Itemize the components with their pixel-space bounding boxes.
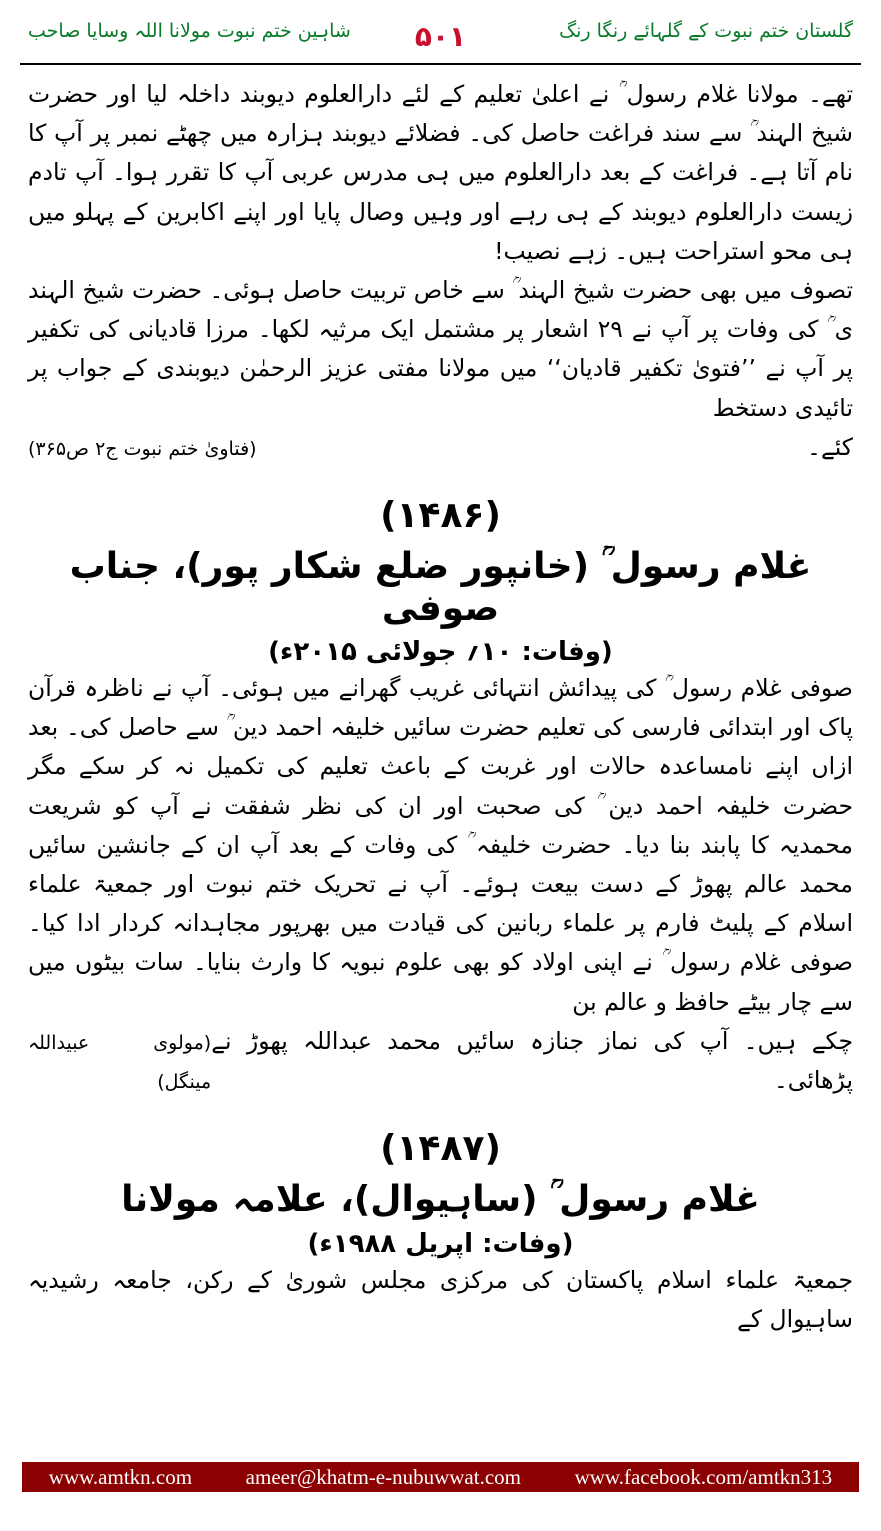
header-divider bbox=[20, 63, 861, 65]
section-2-death-date: (وفات: اپریل ۱۹۸۸ء) bbox=[307, 1229, 574, 1260]
section-1-body-last-line: چکے ہیں۔ آپ کی نماز جنازہ سائیں محمد عبداللہ پھوڑ نے پڑھائی۔ bbox=[211, 1026, 853, 1095]
section-1-body-end bbox=[28, 1022, 853, 1102]
section-1-body: صوفی غلام رسول ؒ کی پیدائش انتہائی غریب گھرانے میں ہوئی۔ آپ نے ناظرہ قرآن پاک اور ابتدائی فارسی کی تعلیم حضرت سائیں خلیفہ احمد دین ؒ سے حاصل کی۔ بعد ازاں اپنے نامساعدہ حالات اور غربت کے باعث تعلیم کی تکمیل نہ کر سکے مگر حضرت خلیفہ احمد دین ؒ کی صحبت اور ان کی نظر شفقت نے آپ کو شریعت محمدیہ کا پابند بنا دیا۔ حضرت خلیفہ ؒ کی وفات کے بعد آپ ان کے جانشین سائیں محمد عالم پھوڑ کے دست بیعت ہوئے۔ آپ نے تحریک ختم نبوت اور جمعیۃ علماء اسلام کے پلیٹ فارم پر علماء ربانین کی قیادت میں بھرپور مجاہدانہ کردار ادا کیا۔ صوفی غلام رسول ؒ نے اپنی اولاد کو بھی علوم نبویہ کا وارث بنایا۔ سات بیٹوں میں سے چار بیٹے حافظ و عالم بن bbox=[28, 674, 853, 1016]
intro-paragraph-1: تھے۔ مولانا غلام رسول ؒ نے اعلیٰ تعلیم کے لئے دارالعلوم دیوبند داخلہ لیا اور حضرت شیخ الہند ؒ سے سند فراغت حاصل کی۔ فضلائے دیوبند ہزارہ میں چھٹے نمبر پر آپ کا نام آتا ہے۔ فراغت کے بعد دارالعلوم میں ہی مدرس عربی آپ کا تقرر ہوا۔ آپ تادم زیست دارالعلوم دیوبند کے ہی رہے اور وہیں وصال پایا اور اپنے اکابرین کے پہلو میں ہی محو استراحت ہیں۔ زہے نصیب! bbox=[28, 80, 853, 265]
section-2-number: (۱۴۸۷) bbox=[380, 1128, 501, 1170]
footer-facebook-link[interactable]: www.facebook.com/amtkn313 bbox=[574, 1464, 833, 1489]
intro-citation: (فتاویٰ ختم نبوت ج۲ ص۳۶۵) bbox=[28, 437, 257, 460]
section-1-title: غلام رسول ؒ (خانپور ضلع شکار پور)، جناب صوفی bbox=[69, 546, 812, 630]
section-1-citation: (مولوی عبیداللہ مینگل) bbox=[28, 1031, 212, 1094]
section-1-death-date: (وفات: ۱۰؍ جولائی ۲۰۱۵ء) bbox=[268, 637, 613, 668]
page-footer bbox=[22, 1462, 859, 1492]
section-1-number: (۱۴۸۶) bbox=[380, 495, 501, 537]
page-header bbox=[28, 20, 853, 60]
section-2-title: غلام رسول ؒ (ساہیوال)، علامہ مولانا bbox=[121, 1179, 760, 1221]
footer-email-link[interactable]: ameer@khatm-e-nubuwwat.com bbox=[245, 1464, 521, 1489]
footer-website-link[interactable]: www.amtkn.com bbox=[48, 1464, 193, 1489]
intro-paragraph-2-last-line: کئے۔ bbox=[807, 432, 853, 461]
page-number: ۵۰۱ bbox=[414, 20, 467, 53]
intro-paragraph-2-end bbox=[28, 428, 853, 469]
intro-paragraph-2: تصوف میں بھی حضرت شیخ الہند ؒ سے خاص تربیت حاصل ہوئی۔ حضرت شیخ الہند ی ؒ کی وفات پر آپ نے ۲۹ اشعار پر مشتمل ایک مرثیہ لکھا۔ مرزا قادیانی کی تکفیر پر آپ نے ’’فتویٰ تکفیر قادیان‘‘ میں مولانا مفتی عزیز الرحمٰن دیوبندی کے جواب پر تائیدی دستخط bbox=[28, 276, 853, 422]
header-author: شاہین ختم نبوت مولانا اللہ وسایا صاحب bbox=[28, 20, 351, 42]
header-book-title: گلستان ختم نبوت کے گلہائے رنگا رنگ bbox=[559, 20, 853, 42]
section-2-body: جمعیۃ علماء اسلام پاکستان کی مرکزی مجلس شوریٰ کے رکن، جامعہ رشیدیہ ساہیوال کے bbox=[28, 1266, 853, 1334]
page-body bbox=[28, 75, 853, 1340]
